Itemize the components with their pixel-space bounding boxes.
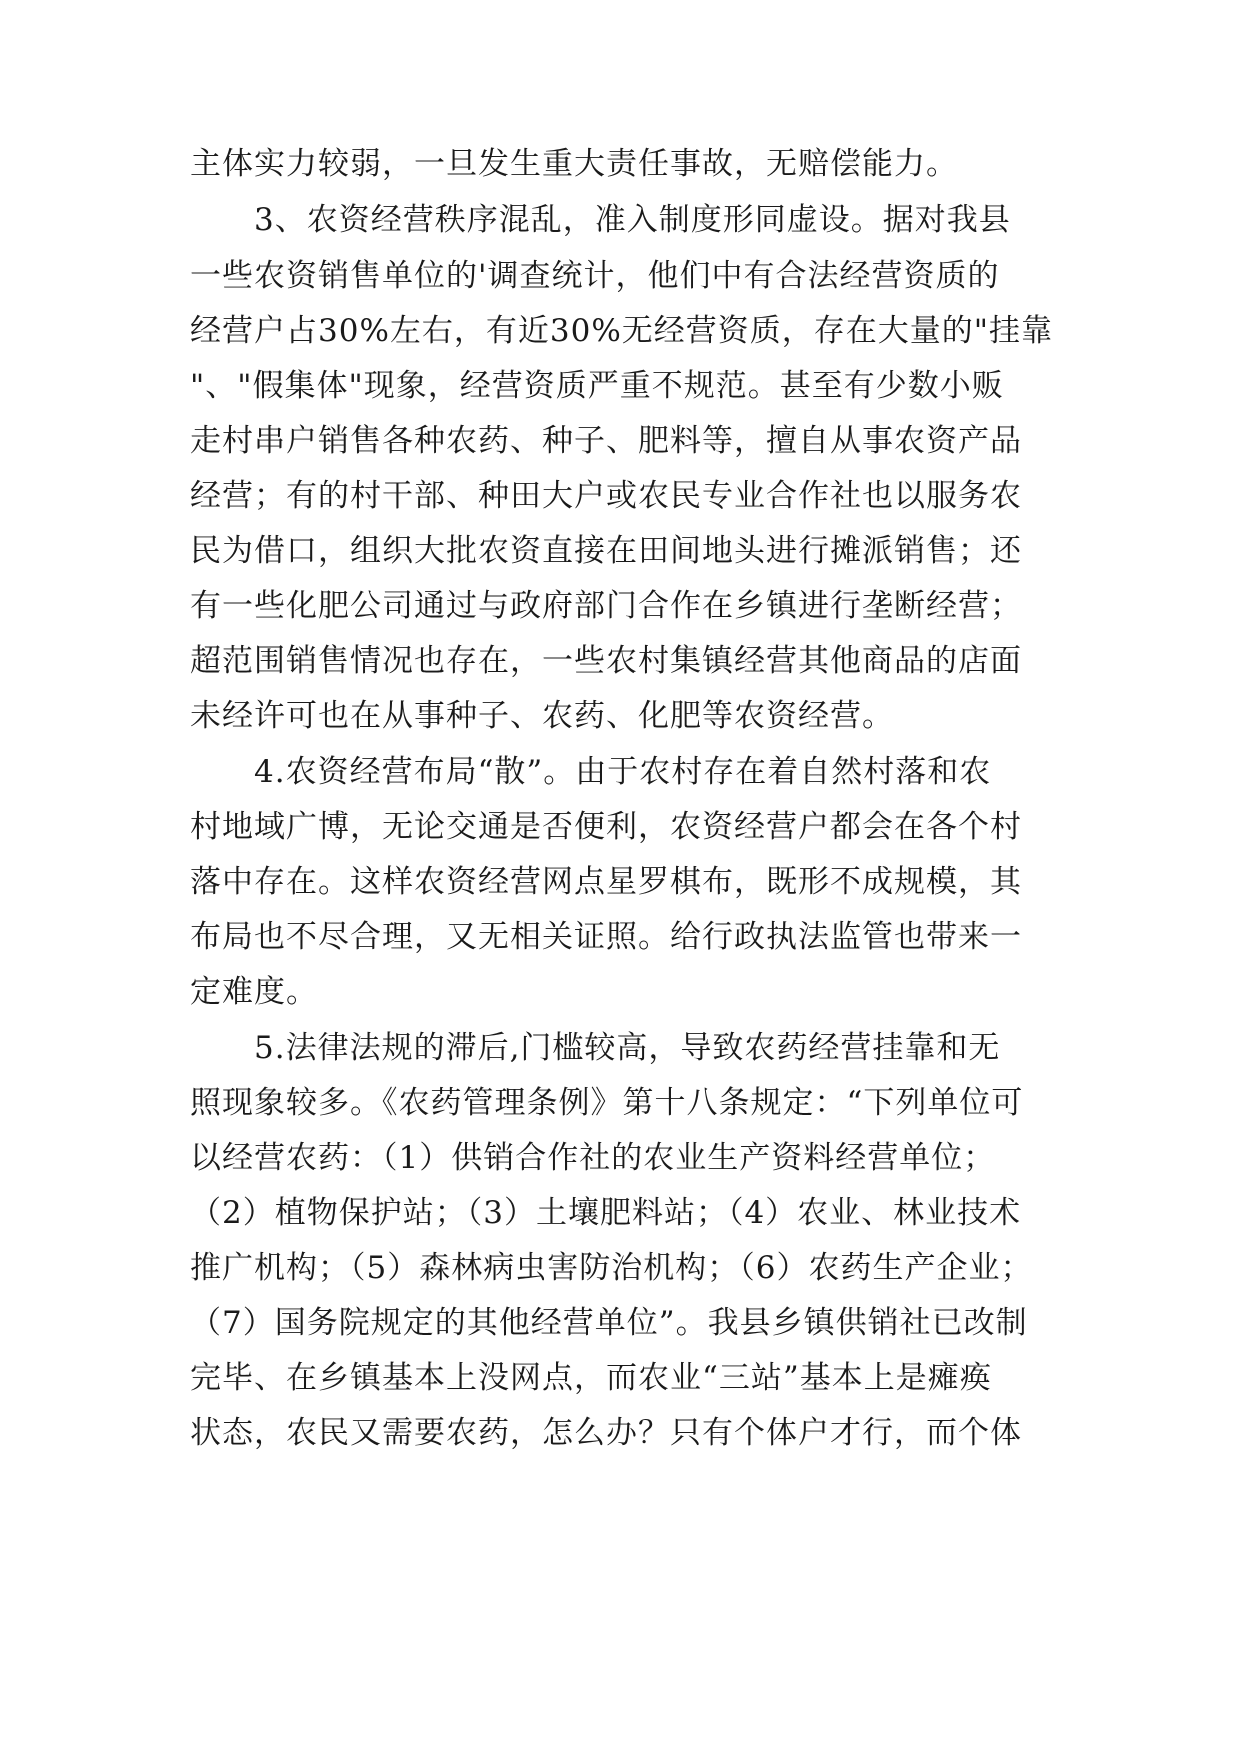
- paragraph-5-line-6: （7）国务院规定的其他经营单位”。我县乡镇供销社已改制: [190, 1305, 1028, 1341]
- paragraph-5-line-3: 以经营农药：（1）供销合作社的农业生产资料经营单位；: [190, 1140, 996, 1176]
- paragraph-5-line-4: （2）植物保护站；（3）土壤肥料站；（4）农业、林业技术: [190, 1195, 1022, 1231]
- paragraph-3-line-5: 走村串户销售各种农药、种子、肥料等，擅自从事农资产品: [190, 423, 1022, 459]
- paragraph-5-line-8: 状态，农民又需要农药，怎么办？只有个体户才行，而个体: [190, 1415, 1022, 1451]
- paragraph-3-line-1: 3、农资经营秩序混乱，准入制度形同虚设。据对我县: [254, 202, 1011, 238]
- paragraph-5-line-2: 照现象较多。《农药管理条例》第十八条规定：“下列单位可: [190, 1085, 1024, 1121]
- paragraph-3-line-4: "、"假集体"现象，经营资质严重不规范。甚至有少数小贩: [190, 368, 1004, 404]
- paragraph-3-line-6: 经营；有的村干部、种田大户或农民专业合作社也以服务农: [190, 478, 1022, 514]
- paragraph-3-line-2: 一些农资销售单位的'调查统计，他们中有合法经营资质的: [190, 258, 1000, 294]
- paragraph-3-line-7: 民为借口，组织大批农资直接在田间地头进行摊派销售；还: [190, 533, 1022, 569]
- paragraph-5-line-1: 5.法律法规的滞后,门槛较高，导致农药经营挂靠和无: [254, 1030, 1001, 1066]
- paragraph-4-line-2: 村地域广博，无论交通是否便利，农资经营户都会在各个村: [190, 809, 1022, 845]
- paragraph-3-line-3: 经营户占30%左右，有近30%无经营资质，存在大量的"挂靠: [190, 313, 1054, 349]
- paragraph-4-line-3: 落中存在。这样农资经营网点星罗棋布，既形不成规模，其: [190, 864, 1022, 900]
- paragraph-5-line-5: 推广机构；（5）森林病虫害防治机构；（6）农药生产企业；: [190, 1250, 1033, 1286]
- paragraph-4-line-5: 定难度。: [190, 974, 318, 1010]
- paragraph-4-line-1: 4.农资经营布局“散”。由于农村存在着自然村落和农: [254, 754, 992, 790]
- paragraph-3-line-10: 未经许可也在从事种子、农药、化肥等农资经营。: [190, 698, 894, 734]
- paragraph-3-line-9: 超范围销售情况也存在，一些农村集镇经营其他商品的店面: [190, 643, 1022, 679]
- paragraph-2-line-1: 主体实力较弱，一旦发生重大责任事故，无赔偿能力。: [190, 146, 958, 182]
- paragraph-5-line-7: 完毕、在乡镇基本上没网点，而农业“三站”基本上是瘫痪: [190, 1360, 992, 1396]
- paragraph-4-line-4: 布局也不尽合理，又无相关证照。给行政执法监管也带来一: [190, 919, 1022, 955]
- paragraph-3-line-8: 有一些化肥公司通过与政府部门合作在乡镇进行垄断经营；: [190, 588, 1022, 624]
